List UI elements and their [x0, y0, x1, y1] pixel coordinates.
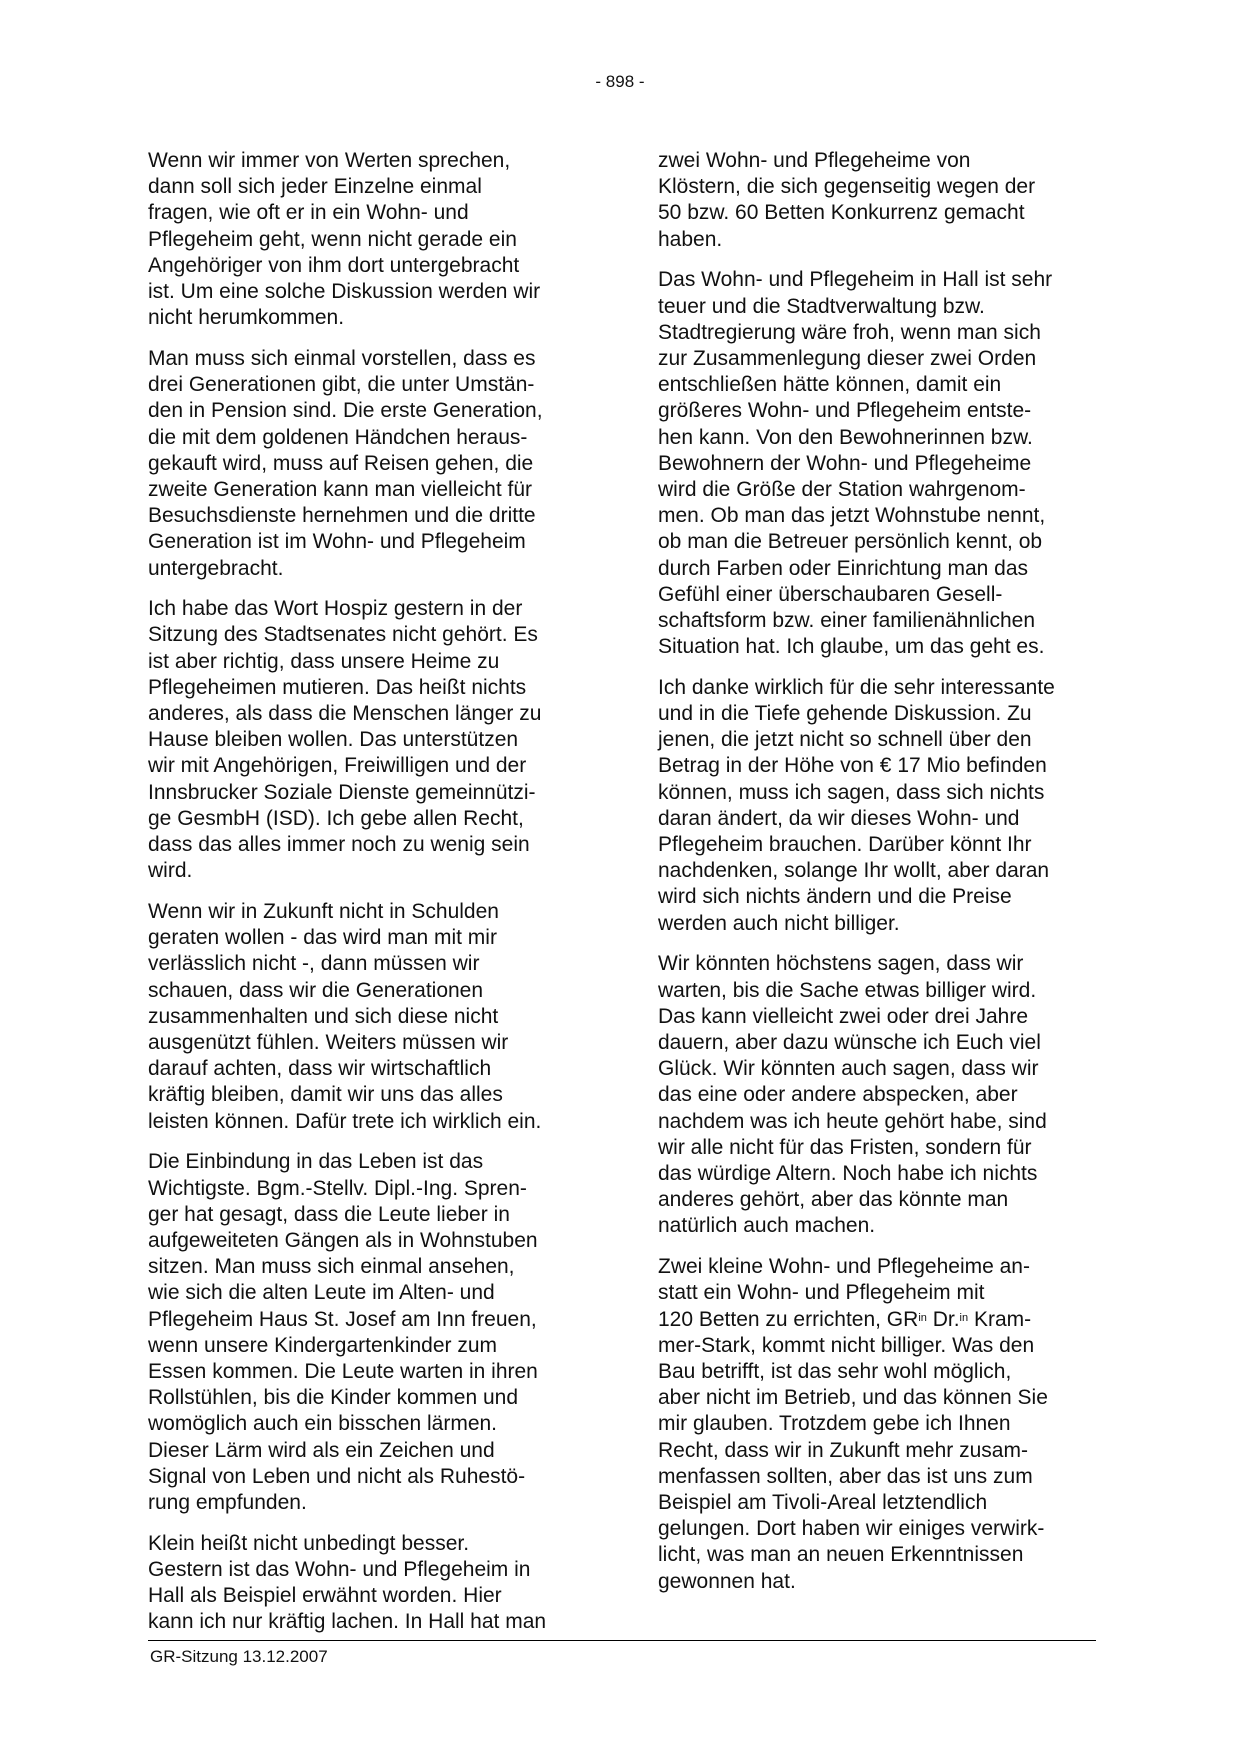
footer-divider	[148, 1640, 1096, 1641]
paragraph: Wenn wir immer von Werten sprechen, dann soll sich jeder Einzelne einmal fragen, wie oft er in ein Wohn- und Pflegeheim geht, wenn nicht gerade ein Angehöriger von ihm dort untergebracht ist. Um eine solche Diskussion werden wir nicht herumkommen.	[148, 149, 541, 330]
paragraph: Wenn wir in Zukunft nicht in Schulden geraten wollen - das wird man mit mir verlässlich nicht -, dann müssen wir schauen, dass wir die Generationen zusammenhalten und sich diese nicht ausgenützt fühlen. Weiters müssen wir darauf achten, dass wir wirtschaftlich kräftig bleiben, damit wir uns das alles leisten können. Dafür trete ich wirklich ein.	[148, 899, 542, 1133]
paragraph: Ich habe das Wort Hospiz gestern in der Sitzung des Stadtsenates nicht gehört. Es ist aber richtig, dass unsere Heime zu Pflegeheimen mutieren. Das heißt nichts anderes, als dass die Menschen länger zu Hause bleiben wollen. Das unterstützen wir mit Angehörigen, Freiwilligen und der Innsbrucker Soziale Dienste gemeinnützi- ge GesmbH (ISD). Ich gebe allen Recht, dass das alles immer noch zu wenig sein wird.	[148, 597, 542, 883]
paragraph: Klein heißt nicht unbedingt besser. Gestern ist das Wohn- und Pflegeheim in Hall als Beispiel erwähnt worden. Hier kann ich nur kräftig lachen. In Hall hat man	[148, 1531, 547, 1634]
left-column	[148, 148, 588, 1650]
text-segment: Zwei kleine Wohn- und Pflegeheime an- statt ein Wohn- und Pflegeheim mit 120 Betten zu errichten, GR	[658, 1255, 1030, 1331]
superscript: in	[959, 1311, 969, 1324]
paragraph: Man muss sich einmal vorstellen, dass es drei Generationen gibt, die unter Umstän- den in Pension sind. Die erste Generation, die mit dem goldenen Händchen heraus- gekauft wird, muss auf Reisen gehen, die zweite Generation kann man vielleicht für Besuchsdienste hernehmen und die dritte Generation ist im Wohn- und Pflegeheim untergebracht.	[148, 346, 543, 580]
paragraph: Ich danke wirklich für die sehr interessante und in die Tiefe gehende Diskussion. Zu jenen, die jetzt nicht so schnell über den Betrag in der Höhe von € 17 Mio befinden können, muss ich sagen, dass sich nichts daran ändert, da wir dieses Wohn- und Pflegeheim brauchen. Darüber könnt Ihr nachdenken, solange Ihr wollt, aber daran wird sich nichts ändern und die Preise werden auch nicht billiger.	[658, 675, 1055, 935]
text-segment: Kram- mer-Stark, kommt nicht billiger. Was den Bau betrifft, ist das sehr wohl möglich, aber nicht im Betrieb, und das können Sie mir glauben. Trotzdem gebe ich Ihnen Recht, dass wir in Zukunft mehr zusam- menfassen sollten, aber das ist uns zum Beispiel am Tivoli-Areal letztendlich gelungen. Dort haben wir einiges verwirk- licht, was man an neuen Erkenntnissen gewonnen hat.	[658, 1307, 1048, 1593]
footer-text: GR-Sitzung 13.12.2007	[150, 1647, 328, 1666]
paragraph: zwei Wohn- und Pflegeheime von Klöstern, die sich gegenseitig wegen der 50 bzw. 60 Betten Konkurrenz gemacht haben.	[658, 149, 1036, 251]
superscript: in	[918, 1311, 927, 1324]
right-column	[658, 148, 1098, 1609]
paragraph: Wir könnten höchstens sagen, dass wir warten, bis die Sache etwas billiger wird. Das kann vielleicht zwei oder drei Jahre dauern, aber dazu wünsche ich Euch viel Glück. Wir könnten auch sagen, dass wir das eine oder andere abspecken, aber nachdem was ich heute gehört habe, sind wir alle nicht für das Fristen, sondern für das würdige Altern. Noch habe ich nichts anderes gehört, aber das könnte man natürlich auch machen.	[658, 952, 1047, 1238]
paragraph: Das Wohn- und Pflegeheim in Hall ist sehr teuer und die Stadtverwaltung bzw. Stadtregierung wäre froh, wenn man sich zur Zusammenlegung dieser zwei Orden entschließen hätte können, damit ein größeres Wohn- und Pflegeheim entste- hen kann. Von den Bewohnerinnen bzw. Bewohnern der Wohn- und Pflegeheime wird die Größe der Station wahrgenom- men. Ob man das jetzt Wohnstube nennt, ob man die Betreuer persönlich kennt, ob durch Farben oder Einrichtung man das Gefühl einer überschaubaren Gesell- schaftsform bzw. einer familienähnlichen Situation hat. Ich glaube, um das geht es.	[658, 268, 1053, 659]
page-number: - 898 -	[595, 72, 645, 91]
paragraph	[658, 1254, 1098, 1595]
paragraph: Die Einbindung in das Leben ist das Wichtigste. Bgm.-Stellv. Dipl.-Ing. Spren- ger hat gesagt, dass die Leute lieber in aufgeweiteten Gängen als in Wohnstuben sitzen. Man muss sich einmal ansehen, wie sich die alten Leute im Alten- und Pflegeheim Haus St. Josef am Inn freuen, wenn unsere Kindergartenkinder zum Essen kommen. Die Leute warten in ihren Rollstühlen, bis die Kinder kommen und womöglich auch ein bisschen lärmen. Dieser Lärm wird als ein Zeichen und Signal von Leben und nicht als Ruhestö- rung empfunden.	[148, 1150, 538, 1514]
text-segment: Dr.	[926, 1307, 960, 1331]
